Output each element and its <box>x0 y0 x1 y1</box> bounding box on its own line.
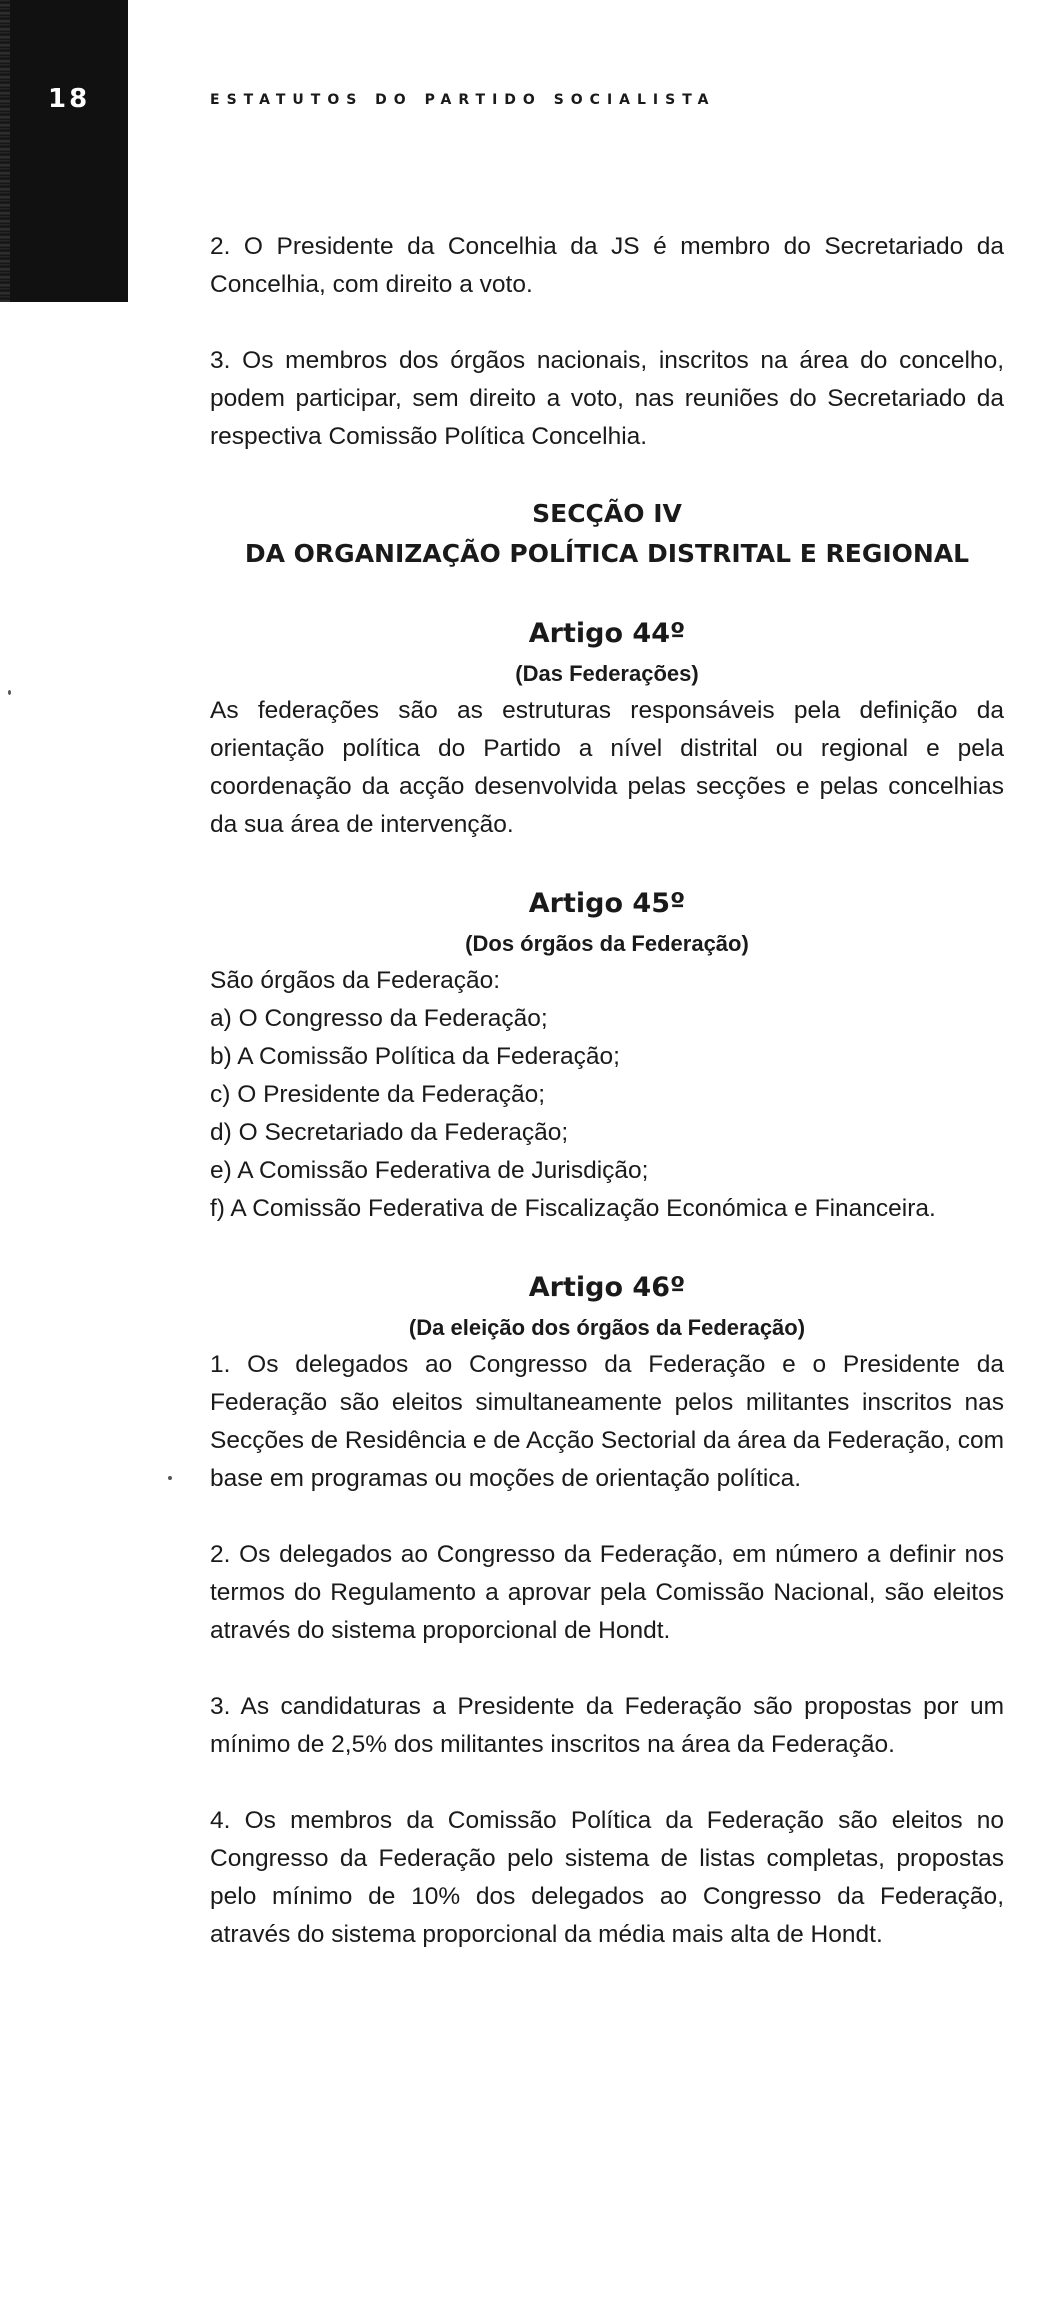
list-item: e) A Comissão Federativa de Jurisdição; <box>210 1157 649 1184</box>
page-number: 18 <box>48 84 91 114</box>
running-header: ESTATUTOS DO PARTIDO SOCIALISTA <box>210 92 716 108</box>
list-item: b) A Comissão Política da Federação; <box>210 1043 620 1070</box>
list-intro: São órgãos da Federação: <box>210 967 501 994</box>
paragraph-4: 4. Os membros da Comissão Política da Federação são eleitos no Congresso da Federação pelo sistema de listas completas, propostas pelo mínimo de 10% dos delegados ao Congresso da Federação, através do sistema proporcional da média mais alta de Hondt. <box>210 1807 1004 1948</box>
article-subtitle: (Dos órgãos da Federação) <box>465 931 749 956</box>
paragraph-2: 2. O Presidente da Concelhia da JS é membro do Secretariado da Concelhia, com direito a voto. <box>210 233 1004 298</box>
section-title: DA ORGANIZAÇÃO POLÍTICA DISTRITAL E REGIONAL <box>244 539 970 568</box>
section-number: SECÇÃO IV <box>532 499 682 528</box>
article-44 <box>210 612 1004 844</box>
page-number-tab <box>0 0 128 302</box>
paragraph-3: 3. Os membros dos órgãos nacionais, inscritos na área do concelho, podem participar, sem direito a voto, nas reuniões do Secretariado da respectiva Comissão Política Concelhia. <box>210 347 1004 450</box>
list-item: d) O Secretariado da Federação; <box>210 1119 569 1146</box>
scan-speck <box>8 690 11 695</box>
article-45 <box>210 882 1004 1228</box>
list-item: f) A Comissão Federativa de Fiscalização Económica e Financeira. <box>210 1195 936 1222</box>
article-title: Artigo 44º <box>528 618 686 649</box>
article-subtitle: (Das Federações) <box>515 661 699 686</box>
scan-speck <box>168 1476 172 1480</box>
list-item: c) O Presidente da Federação; <box>210 1081 546 1108</box>
section-heading <box>210 494 1004 574</box>
page-body <box>210 228 1004 1954</box>
list-item: a) O Congresso da Federação; <box>210 1005 548 1032</box>
paragraph-2: 2. Os delegados ao Congresso da Federação, em número a definir nos termos do Regulamento a aprovar pela Comissão Nacional, são eleitos através do sistema proporcional de Hondt. <box>210 1541 1004 1644</box>
paragraph-3: 3. As candidaturas a Presidente da Federação são propostas por um mínimo de 2,5% dos militantes inscritos na área da Federação. <box>210 1693 1004 1758</box>
article-title: Artigo 46º <box>528 1272 686 1303</box>
article-46 <box>210 1266 1004 1954</box>
article-subtitle: (Da eleição dos órgãos da Federação) <box>408 1315 806 1340</box>
paragraph-1: 1. Os delegados ao Congresso da Federação e o Presidente da Federação são eleitos simultaneamente pelos militantes inscritos nas Secções de Residência e de Acção Sectorial da área da Federação, com base em programas ou moções de orientação política. <box>210 1351 1005 1492</box>
tab-edge-texture <box>0 0 10 302</box>
article-title: Artigo 45º <box>528 888 686 919</box>
organs-list <box>210 1000 1004 1228</box>
article-text: As federações são as estruturas responsáveis pela definição da orientação política do Partido a nível distrital ou regional e pela coordenação da acção desenvolvida pelas secções e pelas concelhias da sua área de intervenção. <box>210 697 1004 838</box>
